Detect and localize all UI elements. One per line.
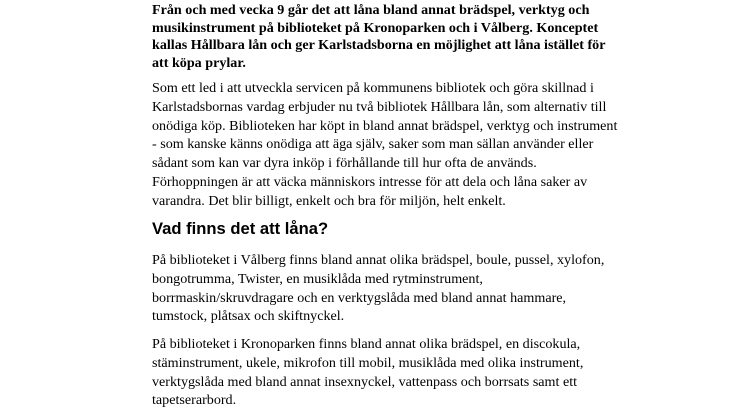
article-body bbox=[152, 2, 622, 419]
kronoparken-paragraph: På biblioteket i Kronoparken finns bland annat olika brädspel, en discokula, stäminstrument, ukele, mikrofon till mobil, musiklåda med olika instrument, verktygslåda med bland annat insexnyckel, vattenpass och borrsats samt ett tapetserarbord. bbox=[152, 336, 584, 409]
valberg-paragraph: På biblioteket i Vålberg finns bland annat olika brädspel, boule, pussel, xylofon, bongotrumma, Twister, en musiklåda med rytminstrument, borrmaskin/skruvdragare och en verktygslåda med bland annat hammare, tumstock, plåtsax och skiftnyckel. bbox=[152, 252, 605, 325]
article-intro-paragraph: Som ett led i att utveckla servicen på kommunens bibliotek och göra skillnad i Karlstadsbornas vardag erbjuder nu två bibliotek Hållbara lån, som alternativ till onödiga köp. Biblioteken har köpt in bland annat brädspel, verktyg och instrument - som kanske känns onödiga att äga själv, saker som man sällan använder eller sådant som kan var dyra inköp i förhållande till hur ofta de används. Förhoppningen är att väcka människors intresse för att dela och låna saker av varandra. Det blir billigt, enkelt och bra för miljön, helt enkelt. bbox=[152, 80, 618, 209]
section-heading: Vad finns det att låna? bbox=[152, 219, 329, 239]
article-lede: Från och med vecka 9 går det att låna bland annat brädspel, verktyg och musikinstrument på biblioteket på Kronoparken och i Vålberg. Konceptet kallas Hållbara lån och ger Karlstadsborna en möjlighet att låna istället för att köpa prylar. bbox=[152, 2, 606, 71]
